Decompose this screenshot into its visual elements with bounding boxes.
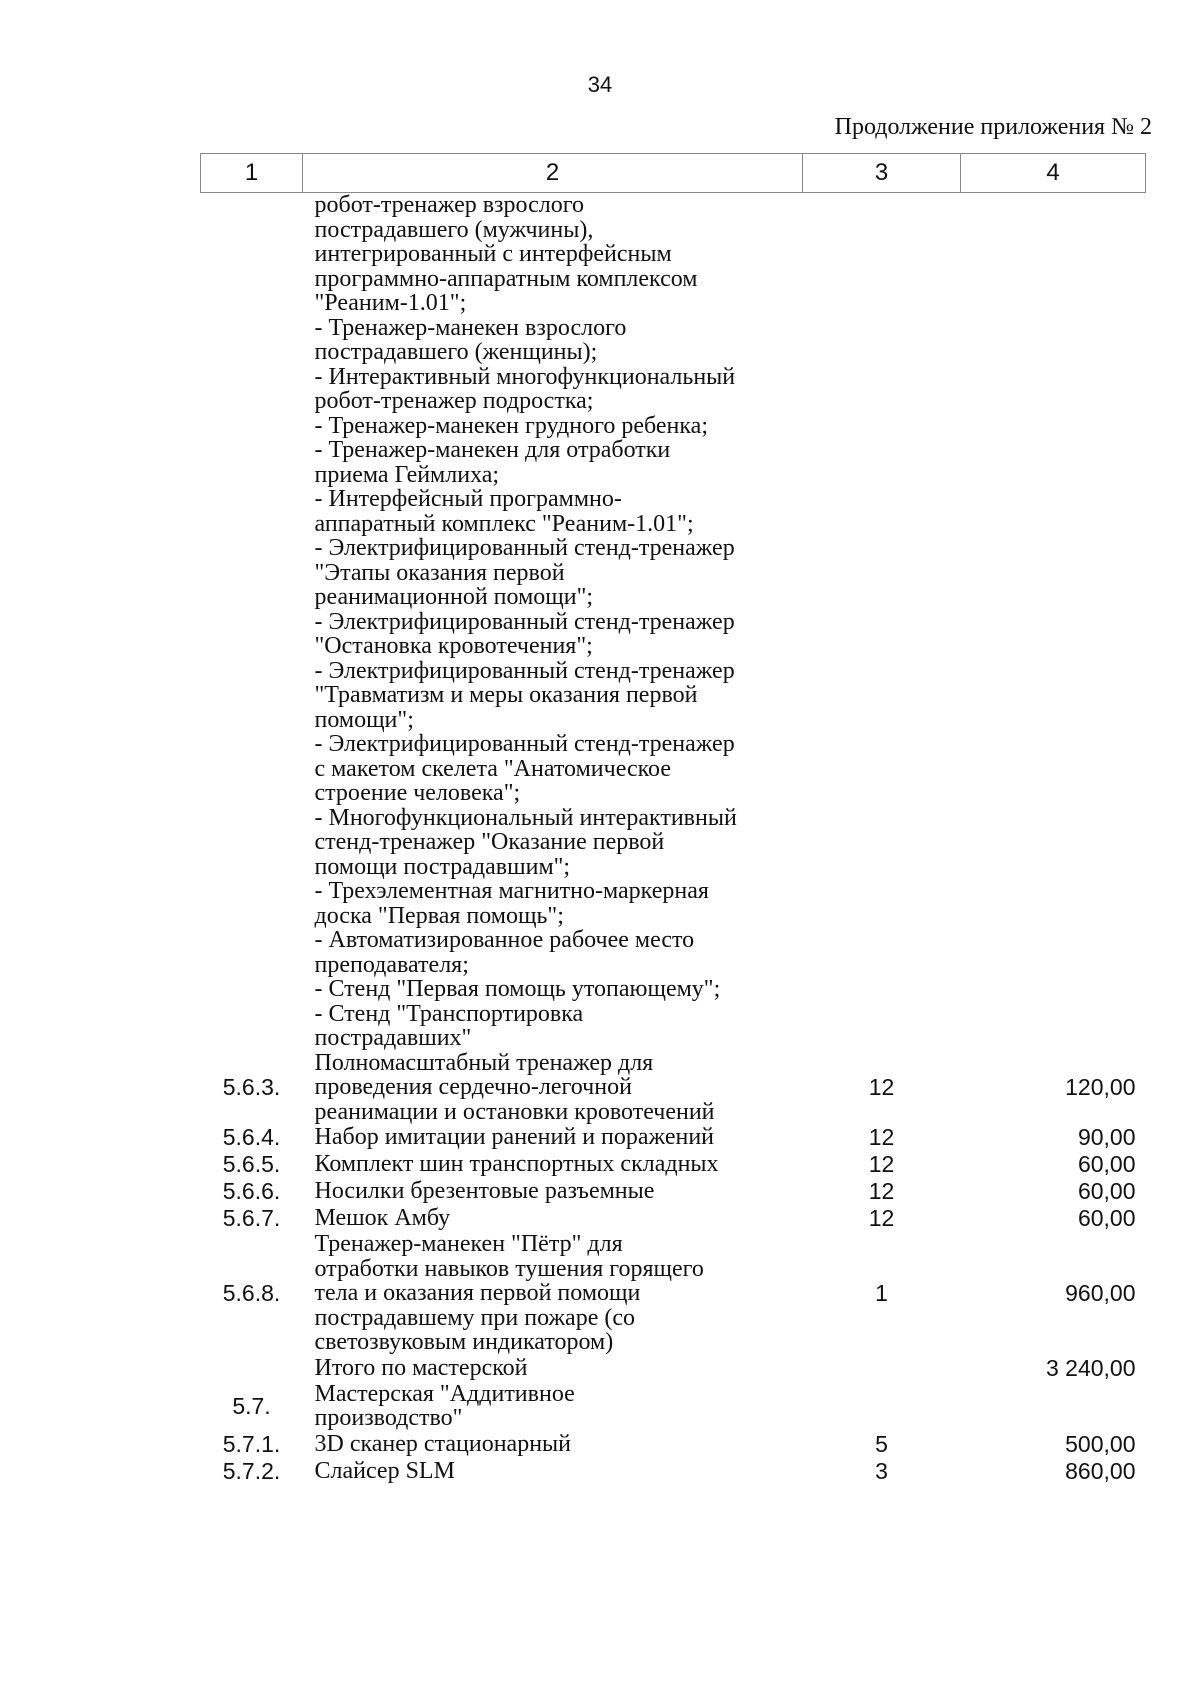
- item-price: [961, 1382, 1146, 1431]
- continuation-line: - Тренажер-манекен грудного ребенка;: [314, 412, 709, 439]
- continuation-line: пострадавшего (мужчины),: [314, 216, 594, 243]
- continuation-line: - Стенд "Первая помощь утопающему";: [314, 976, 721, 1002]
- item-name: [303, 1431, 803, 1458]
- continuation-row: [201, 193, 1146, 1051]
- table-row: [201, 1178, 1146, 1205]
- continuation-line: аппаратный комплекс "Реаним-1.01";: [314, 510, 694, 537]
- item-name: [303, 1232, 803, 1355]
- continuation-line: - Автоматизированное рабочее место: [314, 927, 695, 953]
- item-price: 960,00: [1065, 1279, 1136, 1306]
- item-number: [201, 1355, 303, 1382]
- item-name: [303, 1205, 803, 1232]
- item-number: 5.7.: [232, 1392, 271, 1419]
- continuation-line: стенд-тренажер "Оказание первой: [314, 829, 665, 855]
- item-name-line: Тренажер-манекен "Пётр" для: [314, 1231, 623, 1257]
- header-col-1: 1: [201, 154, 303, 193]
- item-number: 5.7.2.: [222, 1457, 281, 1484]
- item-name-line: Слайсер SLM: [314, 1457, 455, 1484]
- item-name-line: светозвуковым индикатором): [314, 1329, 614, 1355]
- item-quantity: 12: [868, 1178, 895, 1204]
- table-row: [201, 1355, 1146, 1382]
- item-quantity: 12: [868, 1124, 895, 1150]
- continuation-line: "Реаним-1.01";: [314, 290, 467, 316]
- item-name: [303, 1458, 803, 1485]
- continuation-price: [961, 193, 1146, 1051]
- continuation-line: - Стенд "Транспортировка: [314, 1000, 584, 1027]
- item-name-line: тела и оказания первой помощи: [314, 1280, 641, 1306]
- item-name-line: Полномасштабный тренажер для: [314, 1049, 654, 1076]
- item-name: [303, 1355, 803, 1382]
- table-row: [201, 1151, 1146, 1178]
- table-row: [201, 1205, 1146, 1232]
- item-price: 120,00: [1065, 1073, 1136, 1100]
- item-number: 5.6.4.: [222, 1124, 281, 1150]
- item-number: 5.6.6.: [222, 1178, 281, 1204]
- item-quantity: 3: [875, 1457, 888, 1484]
- continuation-line: - Электрифицированный стенд-тренажер: [314, 731, 735, 757]
- appendix-label: Продолжение приложения № 2: [834, 114, 1152, 140]
- item-quantity: 5: [875, 1430, 888, 1457]
- continuation-line: пострадавшего (женщины);: [314, 339, 598, 365]
- continuation-line: - Интерфейсный программно-: [314, 486, 622, 512]
- item-number: 5.7.1.: [222, 1430, 281, 1457]
- continuation-line: строение человека";: [314, 780, 521, 806]
- continuation-line: программно-аппаратным комплексом: [314, 265, 698, 292]
- item-name: [303, 1124, 803, 1151]
- item-price: 60,00: [1077, 1151, 1136, 1177]
- header-col-2: 2: [303, 154, 803, 193]
- continuation-num: [201, 193, 303, 1051]
- item-price: 60,00: [1077, 1178, 1136, 1204]
- item-name: [303, 1178, 803, 1205]
- continuation-line: - Тренажер-манекен взрослого: [314, 314, 627, 341]
- table-row: [201, 1051, 1146, 1125]
- header-col-4: 4: [961, 154, 1146, 193]
- item-name-line: Итого по мастерской: [314, 1354, 528, 1381]
- continuation-line: - Интерактивный многофункциональный: [314, 363, 736, 390]
- item-name-line: Набор имитации ранений и поражений: [314, 1124, 715, 1151]
- header-col-3: 3: [803, 154, 961, 193]
- item-number: 5.6.7.: [222, 1205, 281, 1231]
- item-price: 500,00: [1065, 1430, 1136, 1457]
- table-row: [201, 1431, 1146, 1458]
- item-name-line: производство": [314, 1405, 463, 1431]
- item-quantity: 12: [868, 1073, 895, 1100]
- item-quantity: 1: [875, 1279, 888, 1306]
- continuation-line: пострадавших": [314, 1025, 472, 1051]
- item-price: 90,00: [1077, 1124, 1136, 1150]
- item-name-line: Комплект шин транспортных складных: [314, 1151, 719, 1178]
- item-name-line: реанимации и остановки кровотечений: [314, 1098, 715, 1125]
- item-name-line: проведения сердечно-легочной: [314, 1074, 632, 1100]
- item-name-line: Мешок Амбу: [314, 1205, 451, 1232]
- item-number: 5.6.5.: [222, 1151, 281, 1177]
- item-quantity: [803, 1382, 961, 1431]
- table-row: [201, 1232, 1146, 1355]
- item-price: 3 240,00: [1045, 1354, 1136, 1381]
- continuation-line: - Тренажер-манекен для отработки: [314, 437, 671, 463]
- table-row: [201, 1382, 1146, 1431]
- item-name-line: пострадавшему при пожаре (со: [314, 1304, 636, 1331]
- continuation-line: с макетом скелета "Анатомическое: [314, 755, 671, 782]
- continuation-line: - Электрифицированный стенд-тренажер: [314, 657, 735, 684]
- continuation-line: - Электрифицированный стенд-тренажер: [314, 608, 735, 635]
- continuation-line: робот-тренажер взрослого: [314, 192, 585, 218]
- item-name-line: Мастерская "Аддитивное: [314, 1380, 575, 1407]
- table-header-row: [201, 154, 1146, 193]
- item-price: 860,00: [1065, 1457, 1136, 1484]
- table-row: [201, 1124, 1146, 1151]
- item-name-line: Носилки брезентовые разъемные: [314, 1178, 655, 1205]
- item-name: [303, 1151, 803, 1178]
- continuation-description: [303, 193, 803, 1051]
- continuation-line: - Трехэлементная магнитно-маркерная: [314, 878, 709, 904]
- continuation-line: помощи";: [314, 706, 414, 733]
- continuation-line: - Многофункциональный интерактивный: [314, 804, 737, 831]
- item-quantity: [803, 1355, 961, 1382]
- continuation-line: реанимационной помощи";: [314, 584, 594, 610]
- item-quantity: 12: [868, 1205, 895, 1231]
- equipment-table: [200, 153, 1146, 1485]
- continuation-line: интегрированный с интерфейсным: [314, 241, 672, 267]
- item-name: [303, 1382, 803, 1431]
- continuation-line: "Травматизм и меры оказания первой: [314, 682, 698, 708]
- continuation-line: доска "Первая помощь";: [314, 902, 564, 929]
- continuation-line: робот-тренажер подростка;: [314, 388, 594, 414]
- continuation-line: приема Геймлиха;: [314, 461, 500, 488]
- continuation-qty: [803, 193, 961, 1051]
- continuation-line: - Электрифицированный стенд-тренажер: [314, 535, 735, 561]
- item-price: 60,00: [1077, 1205, 1136, 1231]
- item-number: 5.6.8.: [222, 1279, 281, 1306]
- item-name: [303, 1051, 803, 1125]
- continuation-line: "Остановка кровотечения";: [314, 633, 593, 659]
- item-number: 5.6.3.: [222, 1073, 281, 1100]
- item-name-line: 3D сканер стационарный: [314, 1430, 572, 1457]
- page-number: 34: [587, 72, 613, 97]
- item-name-line: отработки навыков тушения горящего: [314, 1255, 704, 1282]
- item-quantity: 12: [868, 1151, 895, 1177]
- table-row: [201, 1458, 1146, 1485]
- continuation-line: преподавателя;: [314, 951, 469, 978]
- continuation-line: помощи пострадавшим";: [314, 853, 571, 880]
- continuation-line: "Этапы оказания первой: [314, 559, 565, 586]
